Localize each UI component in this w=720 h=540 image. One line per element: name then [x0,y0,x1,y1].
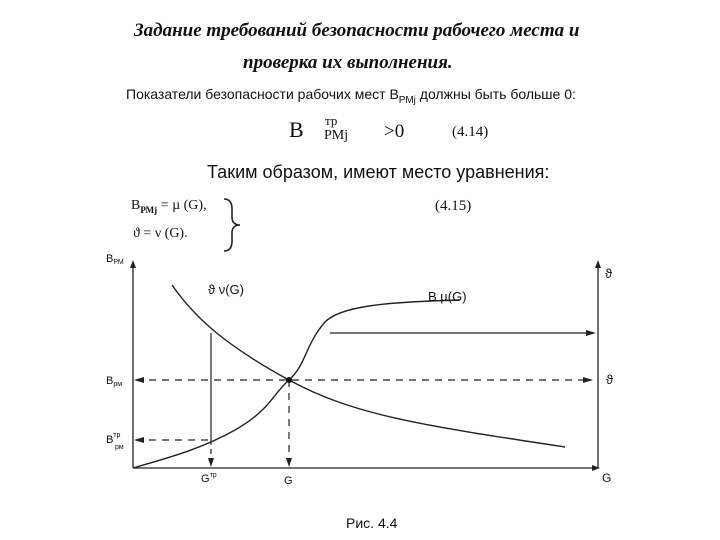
intersection-point [286,377,292,383]
g-tr-down-arrow [208,458,214,467]
x-tick-gtr-label: $G^{тр}$ [201,472,217,485]
intro-main: Показатели безопасности рабочих мест В [126,86,399,102]
right-y-axis-arrow [595,260,601,268]
formula-number-4-14: (4.14) [452,124,489,140]
left-axis-label: ВРМ [106,253,124,266]
formula-subscript: РМj [324,128,349,143]
equation-1-right: = µ (G), [157,198,207,213]
intro-subscript: РМj [398,94,416,106]
formula-relation: >0 [384,121,405,142]
equation-1-sub: РМj [140,204,158,215]
left-y-axis-arrow [130,260,136,268]
curve-theta [172,285,565,447]
formula-letter: В [289,117,304,142]
page-title-line-2: проверка их выполнения. [243,52,453,73]
plateau-arrow-head [586,330,596,336]
brm-left-arrow [134,377,144,383]
equation-1-left: В [131,198,141,213]
x-axis-label: G [602,471,612,485]
formula-superscript: тр [325,113,338,128]
figure-caption: Рис. 4.4 [346,515,398,531]
tick-theta-right-label: ϑ [606,372,614,387]
brm-right-arrow [583,377,593,383]
curve-b-label: В µ(G) [428,289,467,304]
brm-tr-left-arrow [134,437,144,443]
equations-intro: Таким образом, имеют место уравнения: [207,162,550,182]
intro-end: должны быть больше 0: [415,86,576,102]
tick-brm-label: Врм [106,375,123,388]
equation-2: ϑ = ν (G). [133,226,188,241]
right-axis-label: ϑ [605,266,613,281]
tick-brm-tr-label: $В^{тр}$ [106,432,121,446]
page-title-line-1: Задание требований безопасности рабочего места и [134,20,580,41]
g-down-arrow [286,458,292,467]
equation-number-4-15: (4.15) [435,198,472,214]
x-axis-arrow [592,465,600,471]
x-tick-g-label: G [284,475,293,487]
tick-brm-tr-sub: рм [115,444,124,451]
curve-theta-label: ϑ ν(G) [208,282,244,297]
